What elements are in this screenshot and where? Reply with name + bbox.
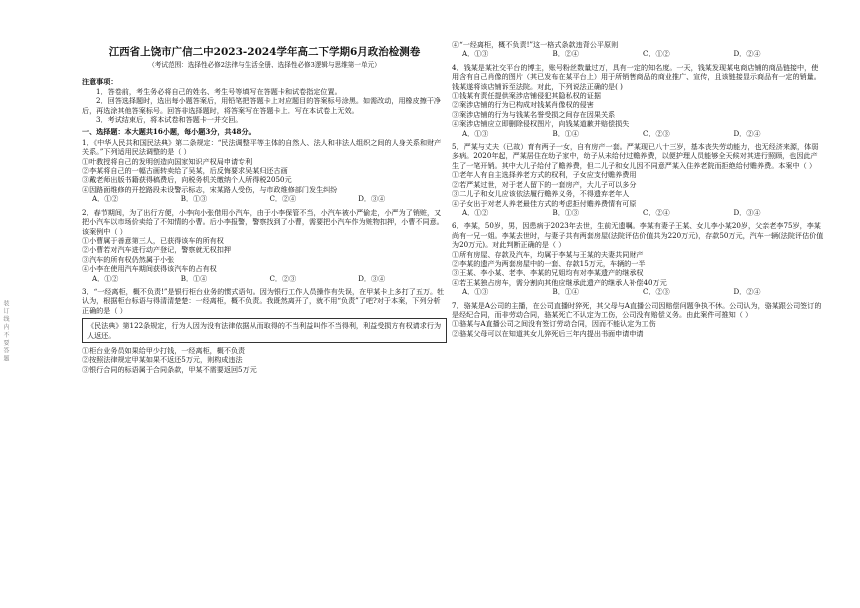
answer-d: D．③④ [358,194,386,204]
answer-b: B．①④ [552,128,579,138]
option: ①老年人有自主选择养老方式的权利，子女应支付赡养费用 [452,170,637,180]
answer-choices [452,49,824,58]
answer-c: C．②③ [643,287,670,297]
answer-choices [452,208,824,217]
answer-c: C．①② [643,49,670,59]
answer-c: C．②④ [643,207,670,217]
answer-choices [82,194,447,203]
answer-b: B．②④ [552,49,579,59]
answer-d: D．②④ [733,287,761,297]
option: ④子女出于对老人养老最佳方式的考虑拒付赡养费情有可原 [452,198,637,208]
note-item: 3．考试结束后，将本试卷和答题卡一并交回。 [96,115,243,125]
question-stem: 5．严某与丈夫（已故）育有两子一女，自有房产一套。严某现已八十三岁，基本丧失劳动能力，也无经济来源，体弱多病。2020年起，严某居住在幼子家中，幼子从未给付过赡养费，以便护理人员能够全天候对其进行照顾，也因此产生了一笔开销。其中大儿子给付了赡养费，但二儿子和女儿因不同意严某入住养老院而拒绝给付赡养费。本案中（ ） [452,142,819,170]
option: ③银行合同的标语属于合同条款，甲某不需要返回5万元 [82,364,257,374]
question-stem: 2．春节期间，为了出行方便，小李向小张借用小汽车，由于小李保管不当，小汽车被小严偷走，小严为了销赃，又把小汽车以市场价卖给了不知情的小曹。后小李报警，警察找到了小曹，需要把小汽车作为赃物扣押，小曹不同意。该案例中（ ） [82,207,444,236]
option: ①柜台业务员如果给甲少打钱，一经离柜，概不负责 [82,345,246,355]
option: ④若王某独占房车，需分割向其他应继承此遗产的继承人补偿40万元 [452,277,667,287]
material-box: 《民法典》第122条规定，行为人因为没有法律依据从而取得的不当利益叫作不当得利，利益受损方有权请求行为人返还。 [82,318,447,343]
answer-b: B．①③ [180,194,208,204]
answer-b: B．①③ [552,207,579,217]
answer-a: A．①② [92,273,119,283]
option: ①钱某有责任提供案涉店铺侵犯其隐私权的证据 [452,91,601,101]
answer-choices [452,287,824,296]
option: ③汽车的所有权仍然属于小张 [82,254,175,264]
answer-a: A．①③ [462,128,489,138]
question-stem: 6．李某，50岁，男，因患病于2023年去世，生前无遗嘱。李某有妻子王某、女儿李小某20岁，父亲老李75岁，李某尚有一兄一姐。李某去世时，与妻子共有两套房屋(法院评估价值共为220万元)，存款50万元，汽车一辆(法院评估价值为20万元)。对此判断正确的是（ ） [452,221,824,250]
answer-d: D．③④ [733,207,761,217]
option: ③二儿子和女儿应该依法履行赡养义务，不得遗弃老年人 [452,189,630,199]
answer-a: A．①③ [462,287,489,297]
question-stem: 3．“一经离柜，概不负责!”是银行柜台业务的惯式语句。因为银行工作人员操作有失误，在甲某卡上多打了五万。牡认为，根据柜台标语与得清清楚楚：一经离柜，概不负责。我既然离开了，就不用“负责”了吧?对于本案，下列分析正确的是（ ） [82,286,445,315]
option: ①小曹属于善意第三人，已获得该车的所有权 [82,235,224,245]
option: ③王某、李小某、老李、李某的兄姐均有对李某遗产的继承权 [452,268,644,278]
option: ④“一经离柜，概不负责!”这一格式条款违背公平原则 [452,40,619,49]
option: ②按照法律规定甲某如果不返还5万元，则构成违法 [82,355,243,365]
option: ②李某将自己的一幅古画转卖给了吴某，后反悔要求吴某归还古画 [82,166,288,176]
note-item: 2．回答选择题时，选出每小题答案后，用铅笔把答题卡上对应题目的答案标号涂黑。如需改动，用橡皮擦干净后，再选涂其他答案标号。回答非选择题时，将答案写在答题卡上．写在本试卷上无效。 [82,96,442,115]
option: ①叶教授将自己的发明创造向国家知识产权局申请专利 [82,156,253,166]
option: ④案涉店铺应立即删除侵权图片，向钱某道歉并赔偿损失 [452,119,630,129]
option: ②小曹若对汽车进行动产登记，警察就无权扣押 [82,245,231,255]
right-column [452,0,824,608]
answer-c: C．②③ [269,273,297,283]
binding-margin-text: 装 订 线 内 不 要 答 题 [2,300,9,362]
option: ①骆某与A直播公司之间没有签订劳动合同，因而不能认定为工伤 [452,319,656,329]
exam-title: 江西省上饶市广信二中2023-2024学年高二下学期6月政治检测卷 [108,46,421,58]
answer-c: C．②④ [269,194,297,204]
question-stem: 4．钱某是某社交平台的博主，账号粉丝数量过万，具有一定的知名度。一天，钱某发现某电商店铺的商品链接中，使用含有自己肖像的图片（其已发布在某平台上）用于所销售商品的商业推广、宣传，且该链接显示商品有一定的销量。钱某遂将该店铺诉至法院。对此，下列说法正确的是( ) [452,62,821,91]
section-heading: 一、选择题：本大题共16小题，每小题3分，共48分。 [82,127,256,137]
answer-choices [452,129,824,138]
option: ④因路面维修的开挖路段未设警示标志，宋某路人受伤，与市政维修部门发生纠纷 [82,184,338,194]
answer-d: D．②④ [733,128,761,138]
answer-choices [82,274,447,283]
option: ②李某的遗产为两套房屋中的一套、存款15万元，车辆的一半 [452,258,646,268]
answer-b: B．①④ [552,287,579,297]
answer-b: B．①④ [180,273,208,283]
left-column [82,0,447,608]
option: ④小李在使用汽车期间获得该汽车的占有权 [82,264,217,274]
option: ②案涉店铺的行为已构成对钱某肖像权的侵害 [452,100,594,110]
question-stem: 7．骆某是A公司的主播，在公司直播时猝死，其父母与A直播公司因赔偿问题争执不休。公司认为，骆某跟公司签订的是经纪合同，而非劳动合同，骆某死亡不认定为工伤，公司没有赔偿义务。由此案件可推知（ ） [452,300,822,319]
option: ③案涉店铺的行为与钱某名誉受损之间存在因果关系 [452,109,616,119]
answer-d: D．②④ [733,49,761,59]
answer-d: D．③④ [358,273,386,283]
option: ②骆某父母可以在知道其女儿猝死后三年内提出书面申请申请 [452,328,644,338]
answer-a: A．①② [462,207,489,217]
question-stem: 1．《中华人民共和国民法典》第二条规定：“民法调整平等主体的自然人、法人和非法人组织之间的人身关系和财产关系。”下列适用民法调整的是（ ） [82,137,442,157]
option: ①所有房屋、存款及汽车，均属于李某与王某的夫妻共同财产 [452,249,644,259]
note-item: 1．答卷前，考生务必将自己的姓名、考生号等填写在答题卡和试卷指定位置。 [96,86,342,96]
answer-c: C．②③ [643,128,670,138]
answer-a: A．①③ [462,49,489,59]
option: ③戴老师出版书籍获得稿费后，向税务机关缴纳个人所得税2050元 [82,175,292,185]
option: ②若严某过世，对于老人留下的一套房产，大儿子可以多分 [452,179,637,189]
answer-a: A．①② [92,194,119,204]
exam-scope: （考试范围：选择性必修2法律与生活全册、选择性必修3逻辑与思维第一单元） [148,61,381,69]
notes-heading: 注意事项： [82,77,118,87]
